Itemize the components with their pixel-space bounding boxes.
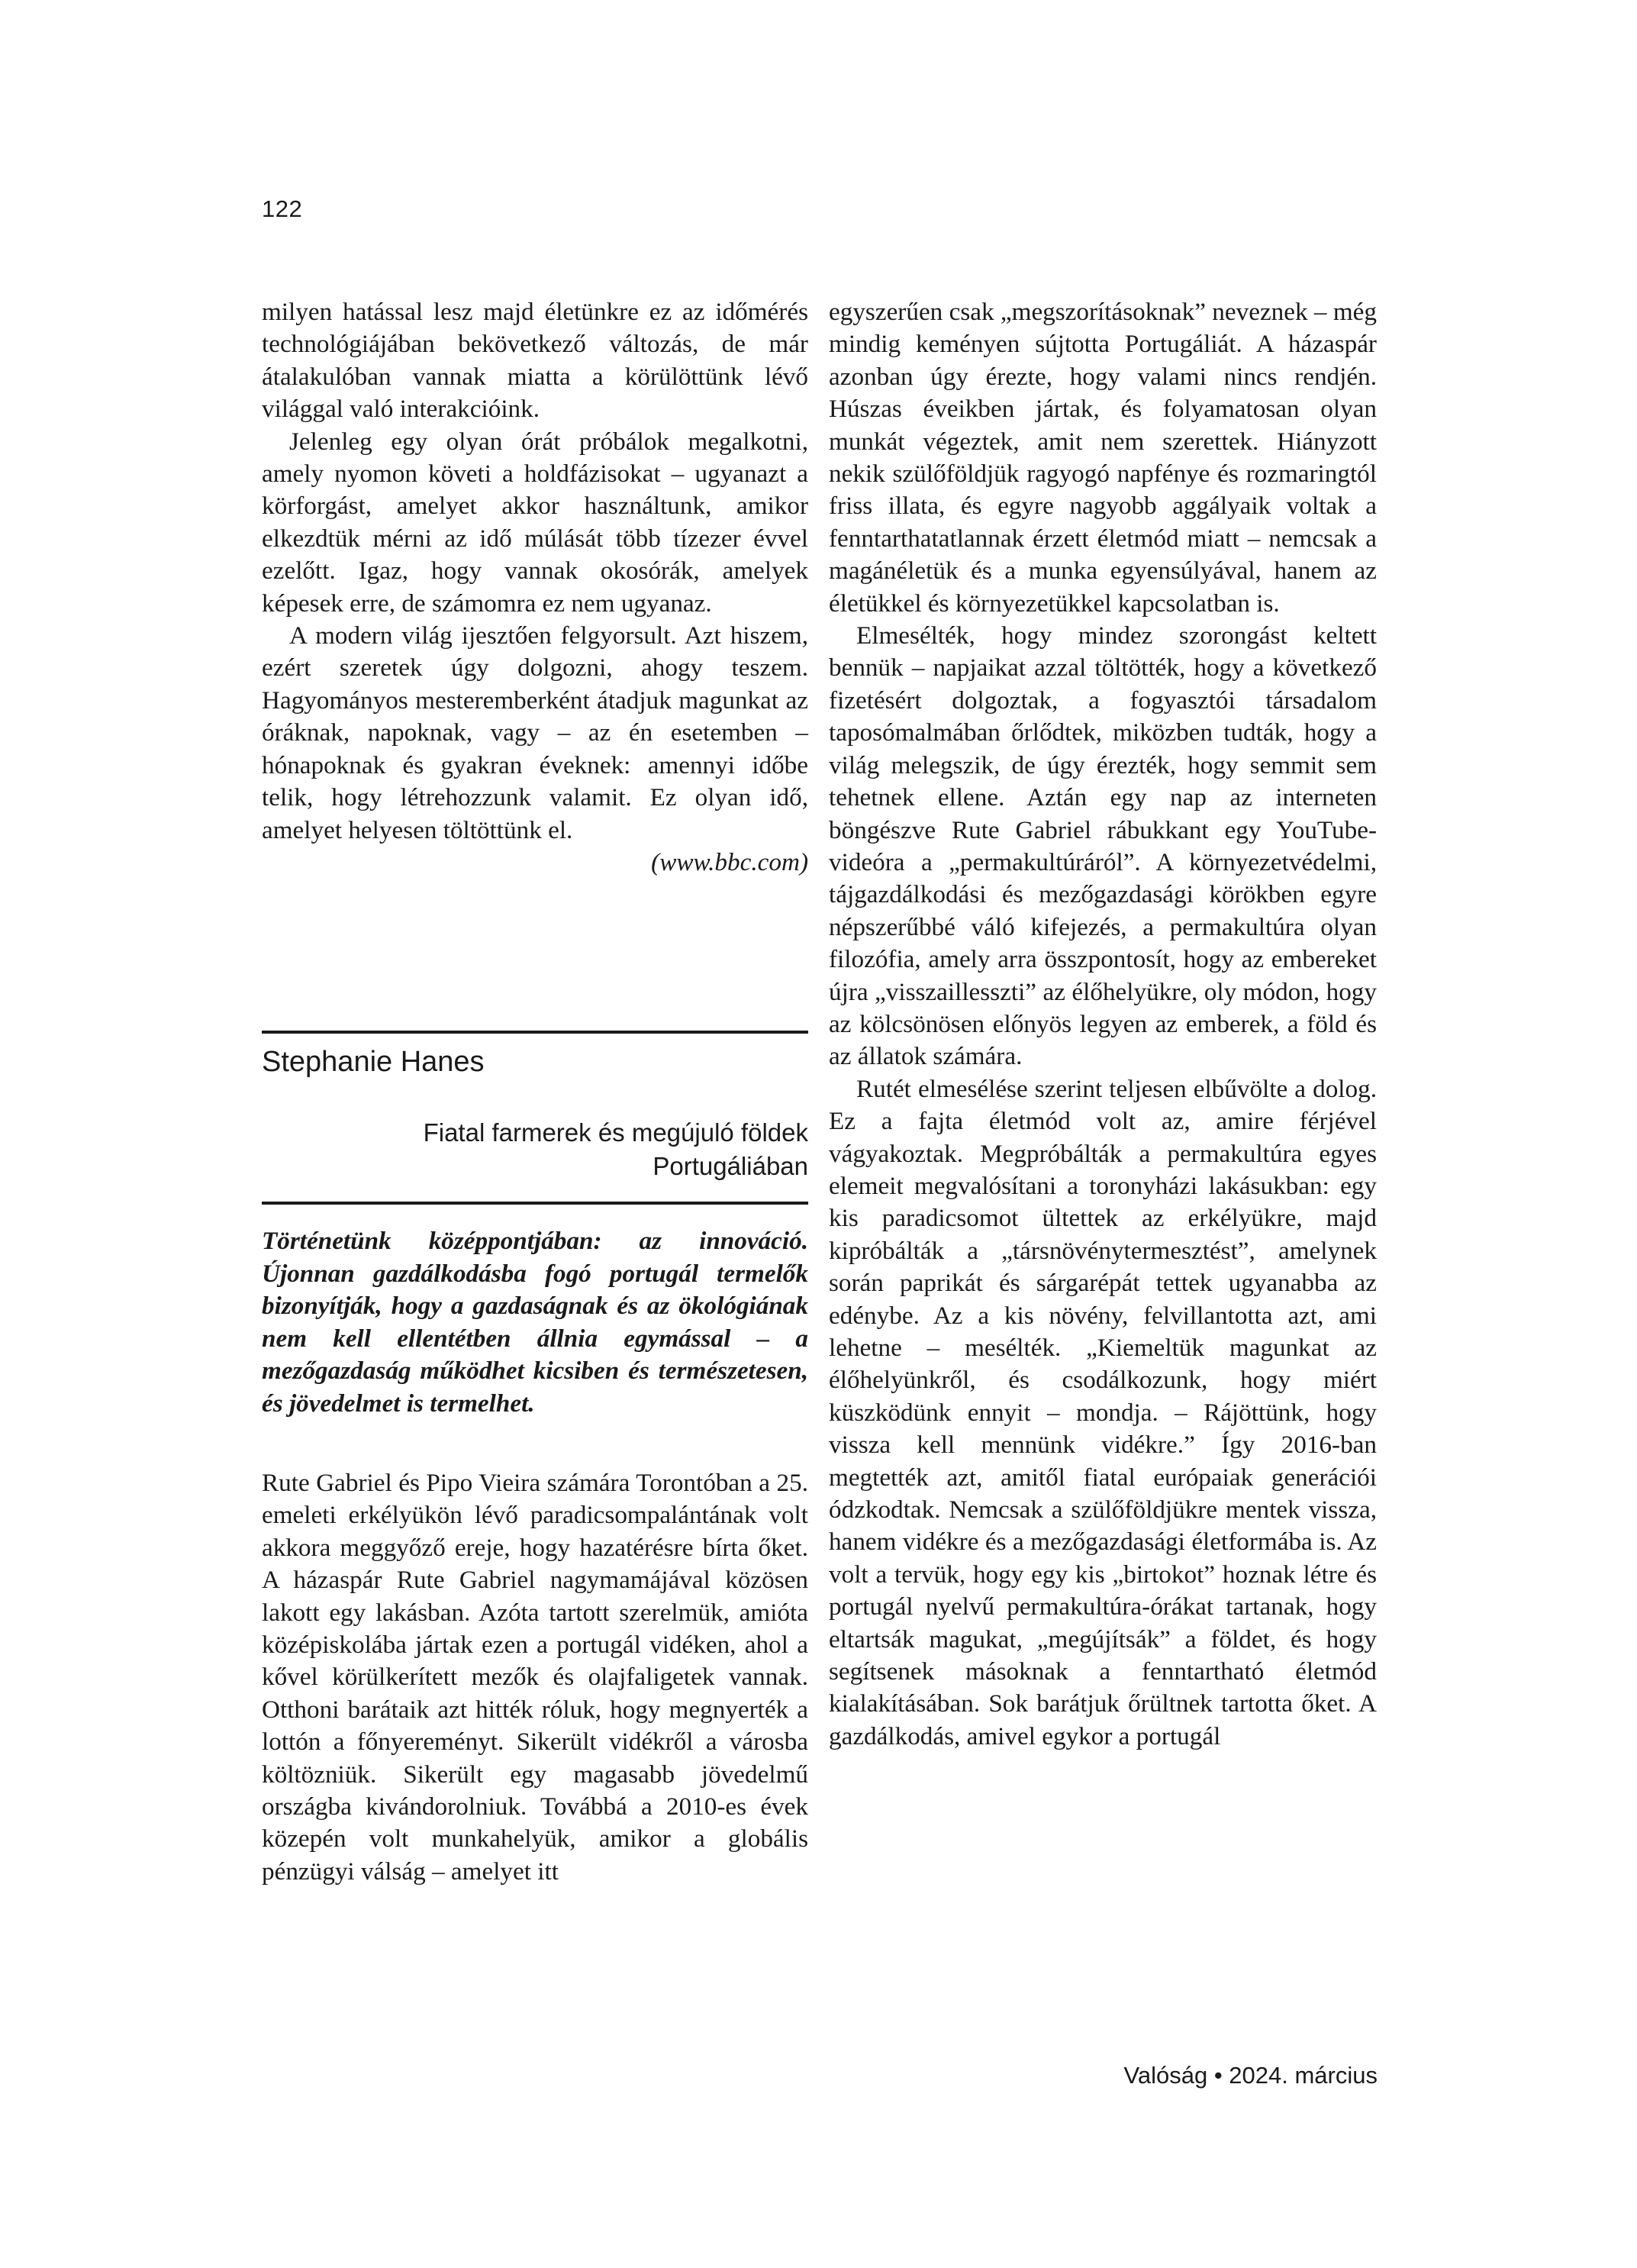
source-citation: (www.bbc.com) — [651, 847, 808, 876]
left-paragraph-1: milyen hatással lesz majd életünkre ez az időmérés technológiájában bekövetkező változás, de már átalakulóban vannak miatta a körülöttünk lévő világgal való interakcióink. — [262, 298, 808, 424]
right-column — [829, 296, 1377, 1753]
article-title: Fiatal farmerek és megújuló földek Portugáliában — [423, 1118, 808, 1180]
left-paragraph-3: A modern világ ijesztően felgyorsult. Azt hiszem, ezért szeretek úgy dolgozni, ahogy teszem. Hagyományos mesteremberként átadjuk magunkat az óráknak, napoknak, vagy – az én esetemben – hónapoknak és gyakran éveknek: amennyi időbe telik, hogy létrehozzunk valamit. Ez olyan idő, amelyet helyesen töltöttünk el. — [262, 621, 808, 844]
right-paragraph-2: Elmesélték, hogy mindez szorongást keltett bennük – napjaikat azzal töltötték, hogy a következő fizetésért dolgoztak, a fogyasztói társadalom taposómalmában őrlődtek, miközben tudták, hogy a világ melegszik, de úgy érezték, hogy semmit sem tehetnek ellene. Aztán egy nap az interneten böngészve Rute Gabriel rábukkant egy YouTube-videóra a „permakultúráról”. A környezetvédelmi, tájgazdálkodási és mezőgazdasági körökben egyre népszerűbbé váló kifejezés, a permakultúra olyan filozófia, amely arra összpontosít, hogy az embereket újra „visszaillesszti” az élőhelyükre, oly módon, hogy az kölcsönösen előnyös legyen az emberek, a föld és az állatok számára. — [829, 621, 1377, 1071]
title-rule-top — [262, 1031, 808, 1034]
title-rule-bottom — [262, 1202, 808, 1205]
left-paragraph-2: Jelenleg egy olyan órát próbálok megalkotni, amely nyomon követi a holdfázisokat – ugyanazt a körforgást, amelyet akkor használtunk, amikor elkezdtük mérni az idő múlását több tízezer évvel ezelőtt. Igaz, hogy vannak okosórák, amelyek képesek erre, de számomra ez nem ugyanaz. — [262, 427, 808, 618]
page-number: 122 — [262, 195, 303, 222]
body-paragraph-1: Rute Gabriel és Pipo Vieira számára Torontóban a 25. emeleti erkélyükön lévő paradicsompalántának volt akkora meggyőző ereje, hogy hazatérésre bírta őket. A házaspár Rute Gabriel nagymamájával közösen lakott egy lakásban. Azóta tartott szerelmük, amióta középiskolába jártak ezen a portugál vidéken, ahol a kővel körülkerített mezők és olajfaligetek vannak. Otthoni barátaik azt hitték róluk, hogy megnyerték a lottón a főnyereményt. Sikerült vidékről a városba költözniük. Sikerült egy magasabb jövedelmű országba kivándorolniuk. Továbbá a 2010-es évek közepén volt munkahelyük, amikor a globális pénzügyi válság – amelyet itt — [262, 1469, 808, 1886]
article-lead: Történetünk középpontjában: az innováció. Újonnan gazdálkodásba fogó portugál termelők bizonyítják, hogy a gazdaságnak és az ökológiának nem kell ellentétben állnia egymással – a mezőgazdaság működhet kicsiben és természetesen, és jövedelmet is termelhet. — [262, 1227, 808, 1418]
left-column — [262, 296, 808, 879]
right-paragraph-1: egyszerűen csak „megszorításoknak” neveznek – még mindig keményen sújtotta Portugáliát. A házaspár azonban úgy érezte, hogy valami nincs rendjén. Húszas éveikben jártak, és folyamatosan olyan munkát végeztek, amit nem szerettek. Hiányzott nekik szülőföldjük ragyogó napfénye és rozmaringtól friss illata, és egyre nagyobb aggályaik voltak a fenntarthatatlannak érzett életmód miatt – nemcsak a magánéletük és a munka egyensúlyával, hanem az életükkel és környezetükkel kapcsolatban is. — [829, 298, 1377, 618]
article-body-left — [262, 1467, 808, 1888]
page-footer: Valóság • 2024. március — [1123, 2062, 1378, 2089]
right-paragraph-3: Rutét elmesélése szerint teljesen elbűvölte a dolog. Ez a fajta életmód volt az, amire férjével vágyakoztak. Megpróbálták a permakultúra egyes elemeit megvalósítani a toronyházi lakásukban: egy kis paradicsomot ültettek az erkélyükre, majd kipróbálták a „társnövénytermesztést”, amelynek során paprikát és sárgarépát tettek ugyanabba az edénybe. Az a kis növény, felvillantotta azt, ami lehetne – mesélték. „Kiemeltük magunkat az élőhelyünkről, és csodálkozunk, hogy miért küszködünk ennyit – mondja. – Rájöttünk, hogy vissza kell mennünk vidékre.” Így 2016-ban megtették azt, amitől fiatal európaiak generációi ódzkodtak. Nemcsak a szülőföldjükre mentek vissza, hanem vidékre és a mezőgazdasági életformába is. Az volt a tervük, hogy egy kis „birtokot” hoznak létre és portugál nyelvű permakultúra-órákat tartanak, hogy eltartsák magukat, „megújítsák” a földet, és hogy segítsenek másoknak a fenntartható életmód kialakításában. Sok barátjuk őrültnek tartotta őket. A gazdálkodás, amivel egykor a portugál — [829, 1074, 1377, 1750]
article-author: Stephanie Hanes — [262, 1046, 485, 1078]
